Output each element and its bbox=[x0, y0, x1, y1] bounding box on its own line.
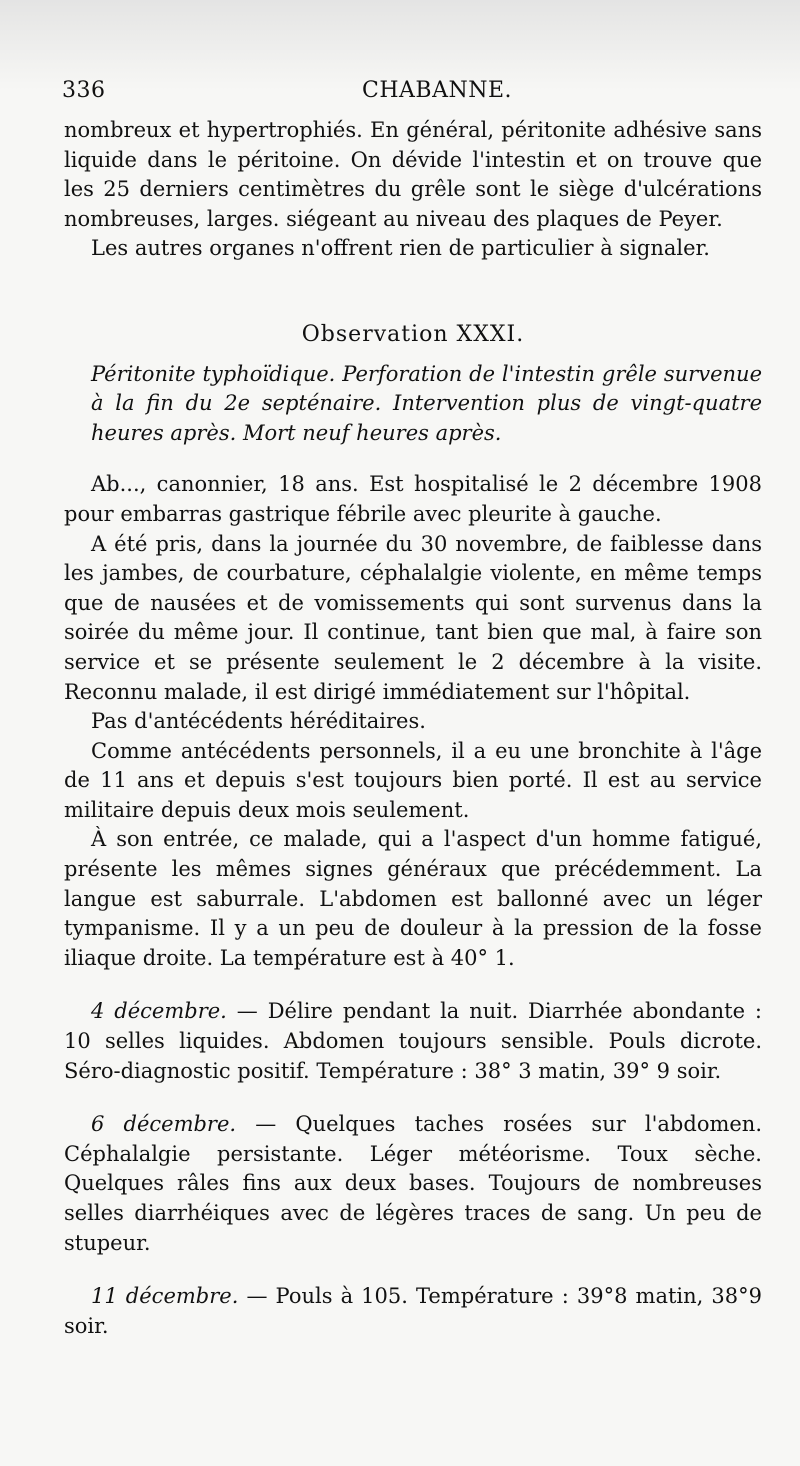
paragraph-onset: A été pris, dans la journée du 30 novembre, de faiblesse dans les jambes, de courbature, céphalalgie violente, en même temps que de nausées et de vomissements qui sont survenus dans la soirée du même jour. Il continue, tant bien que mal, à faire son service et se présente seulement le 2 décembre à la visite. Reconnu malade, il est dirigé immédiatement sur l'hôpital. bbox=[64, 531, 762, 704]
paragraph-personal-history: Comme antécédents personnels, il a eu une bronchite à l'âge de 11 ans et depuis s'est toujours bien porté. Il est au service militaire depuis deux mois seulement. bbox=[64, 738, 762, 822]
page-edge-shadow bbox=[0, 0, 800, 90]
paragraph-entry-exam: À son entrée, ce malade, qui a l'aspect d'un homme fatigué, présente les mêmes signes généraux que précédemment. La langue est saburrale. L'abdomen est ballonné avec un léger tympanisme. Il y a un peu de douleur à la pression de la fosse iliaque droite. La température est à 40° 1. bbox=[64, 827, 762, 970]
running-title: CHABANNE. bbox=[362, 78, 513, 103]
entry-text: — Délire pendant la nuit. Diarrhée abondante : 10 selles liquides. Abdomen toujours sensible. Pouls dicrote. Séro-diagnostic positif. Température : 38° 3 matin, 39° 9 soir. bbox=[64, 999, 762, 1083]
paragraph-continuation: nombreux et hypertrophiés. En général, péritonite adhésive sans liquide dans le péritoine. On dévide l'intestin et on trouve que les 25 derniers centimètres du grêle sont le siège d'ulcérations nombreuses, larges. siégeant au niveau des plaques de Peyer. bbox=[64, 118, 762, 231]
observation-summary: Péritonite typhoïdique. Perforation de l'intestin grêle survenue à la fin du 2e septénaire. Intervention plus de vingt-quatre heures après. Mort neuf heures après. bbox=[91, 361, 762, 445]
paragraph-other-organs: Les autres organes n'offrent rien de particulier à signaler. bbox=[91, 236, 710, 261]
entry-6-december bbox=[64, 1110, 762, 1258]
observation-heading: Observation XXXI. bbox=[301, 321, 525, 347]
running-head bbox=[62, 78, 762, 106]
entry-date: 4 décembre. bbox=[91, 999, 227, 1024]
entry-text: — Pouls à 105. Température : 39°8 matin, 38°9 soir. bbox=[64, 1284, 762, 1338]
page-number: 336 bbox=[62, 78, 106, 103]
entry-4-december bbox=[64, 997, 762, 1086]
entry-11-december bbox=[64, 1282, 762, 1341]
entry-date: 11 décembre. bbox=[91, 1284, 239, 1309]
page-body bbox=[64, 116, 762, 1341]
paragraph-heredity: Pas d'antécédents héréditaires. bbox=[91, 709, 426, 734]
entry-date: 6 décembre. bbox=[91, 1112, 237, 1137]
paragraph-admission: Ab..., canonnier, 18 ans. Est hospitalisé le 2 décembre 1908 pour embarras gastrique fébrile avec pleurite à gauche. bbox=[64, 472, 762, 526]
entry-text: — Quelques taches rosées sur l'abdomen. Céphalalgie persistante. Léger météorisme. Toux sèche. Quelques râles fins aux deux bases. Toujours de nombreuses selles diarrhéiques avec de légères traces de sang. Un peu de stupeur. bbox=[64, 1112, 763, 1255]
